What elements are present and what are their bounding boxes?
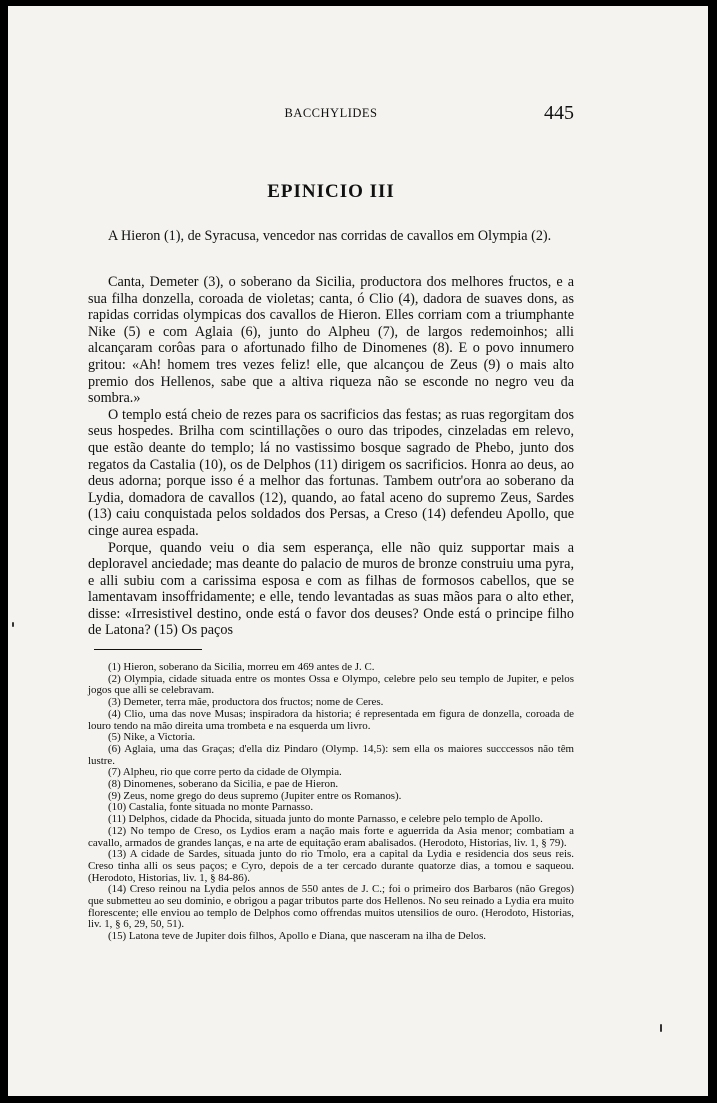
running-title: BACCHYLIDES: [284, 106, 378, 120]
running-head: [88, 102, 574, 124]
page-number: 445: [544, 102, 574, 124]
footnote: (5) Nike, a Victoria.: [108, 731, 196, 744]
footnote: (7) Alpheu, rio que corre perto da cidade de Olympia.: [108, 766, 342, 779]
footnote: (15) Latona teve de Jupiter dois filhos, Apollo e Diana, que nasceram na ilha de Delos.: [108, 930, 487, 943]
footnote: (8) Dinomenes, soberano da Sicilia, e pae de Hieron.: [108, 778, 339, 791]
body-text: [88, 274, 574, 639]
footnotes: [88, 662, 574, 943]
print-speck: [660, 1024, 662, 1032]
footnote: (12) No tempo de Creso, os Lydios eram a nação mais forte e aguerrida da Asia menor; combatiam a cavallo, armados de grandes lanças, e na arte de equitação eram abalisados. (Herodoto, Historias, liv. 1, § 79).: [88, 824, 574, 849]
paragraph: O templo está cheio de rezes para os sacrificios das festas; as ruas regorgitam dos seus hospedes. Brilha com scintillações o ouro das tripodes, cinzeladas em relevo, que estão deante do templo; lá no vastissimo bosque sagrado de Phebo, junto dos regatos da Castalia (10), os de Delphos (11) dirigem os sacrificios. Honra ao deus, ao deus adorna; porque isso é a melhor das fortunas. Tambem outr'ora ao soberano da Lydia, domadora de cavallos (12), quando, ao fatal aceno do supremo Zeus, Sardes (13) caiu conquistada pelos soldados dos Persas, a Creso (14) defendeu Apollo, que cinge aurea espada.: [88, 406, 574, 539]
footnote: (3) Demeter, terra mãe, productora dos fructos; nome de Ceres.: [108, 696, 384, 709]
footnote: (6) Aglaia, uma das Graças; d'ella diz Pindaro (Olymp. 14,5): sem ella os maiores succcessos não têm lustre.: [88, 742, 574, 767]
footnote: (4) Clio, uma das nove Musas; inspiradora da historia; é representada em figura de donzella, coroada de louro tendo na mão direita uma trombeta e na esquerda um livro.: [88, 707, 574, 732]
footnote: (9) Zeus, nome grego do deus supremo (Jupiter entre os Romanos).: [108, 789, 402, 802]
paragraph: Porque, quando veiu o dia sem esperança, elle não quiz supportar mais a deploravel anciedade; mas deante do palacio de muros de bronze construiu uma pyra, e alli subiu com a carissima esposa e com as filhas de formosos cabellos, que se lamentavam insoffridamente; e elle, tendo levantadas as suas mãos para o alto ether, disse: «Irresistivel destino, onde está o favor dos deuses? Onde está o principe filho de Latona? (15) Os paços: [88, 539, 574, 639]
footnote: (14) Creso reinou na Lydia pelos annos de 550 antes de J. C.; foi o primeiro dos Barbaros (não Gregos) que submetteu ao seu dominio, e obrigou a pagar tributos parte dos Hellenos. No seu reinado a Lydia era muito florescente; elle enviou ao templo de Delphos como offrendas muitos utensilios de ouro. (Herodoto, Historias, liv. 1, § 6, 29, 50, 51).: [88, 883, 574, 931]
print-speck: [12, 622, 14, 627]
footnote: (10) Castalia, fonte situada no monte Parnasso.: [108, 801, 314, 814]
dedication-text: A Hieron (1), de Syracusa, vencedor nas corridas de cavallos em Olympia (2).: [108, 228, 552, 244]
footnote: (1) Hieron, soberano da Sicilia, morreu em 469 antes de J. C.: [108, 661, 375, 673]
footnote: (13) A cidade de Sardes, situada junto do rio Tmolo, era a capital da Lydia e residencia dos seus reis. Creso tinha alli os seus paços; e Cyro, depois de a ter cercado durante quatorze dias, a tomou e saqueou. (Herodoto, Historias, liv. 1, § 84-86).: [88, 848, 574, 884]
chapter-title: EPINICIO III: [267, 181, 395, 202]
footnote: (2) Olympia, cidade situada entre os montes Ossa e Olympo, celebre pelo seu templo de Jupiter, e pelos jogos que alli se celebravam.: [88, 672, 574, 697]
paragraph: Canta, Demeter (3), o soberano da Sicilia, productora dos melhores fructos, e a sua filha donzella, coroada de violetas; canta, ó Clio (4), dadora de suaves dons, as rapidas corridas olympicas dos cavallos de Hieron. Elles corriam com a triumphante Nike (5) e com Aglaia (6), junto do Alpheu (7), de largos redemoinhos; alli alcançaram corôas para o afortunado filho de Dinomenes (8). E o povo innumero gritou: «Ah! homem tres vezes feliz! elle, que alcançou de Zeus (9) o mais alto premio dos Hellenos, sabe que a altiva riqueza não se esconde no negro veu da sombra.»: [88, 274, 574, 407]
footnote-divider: [94, 649, 202, 650]
dedication: [88, 228, 574, 245]
book-page: [8, 6, 708, 1096]
footnote: (11) Delphos, cidade da Phocida, situada junto do monte Parnasso, e celebre pelo templo de Apollo.: [108, 813, 543, 826]
